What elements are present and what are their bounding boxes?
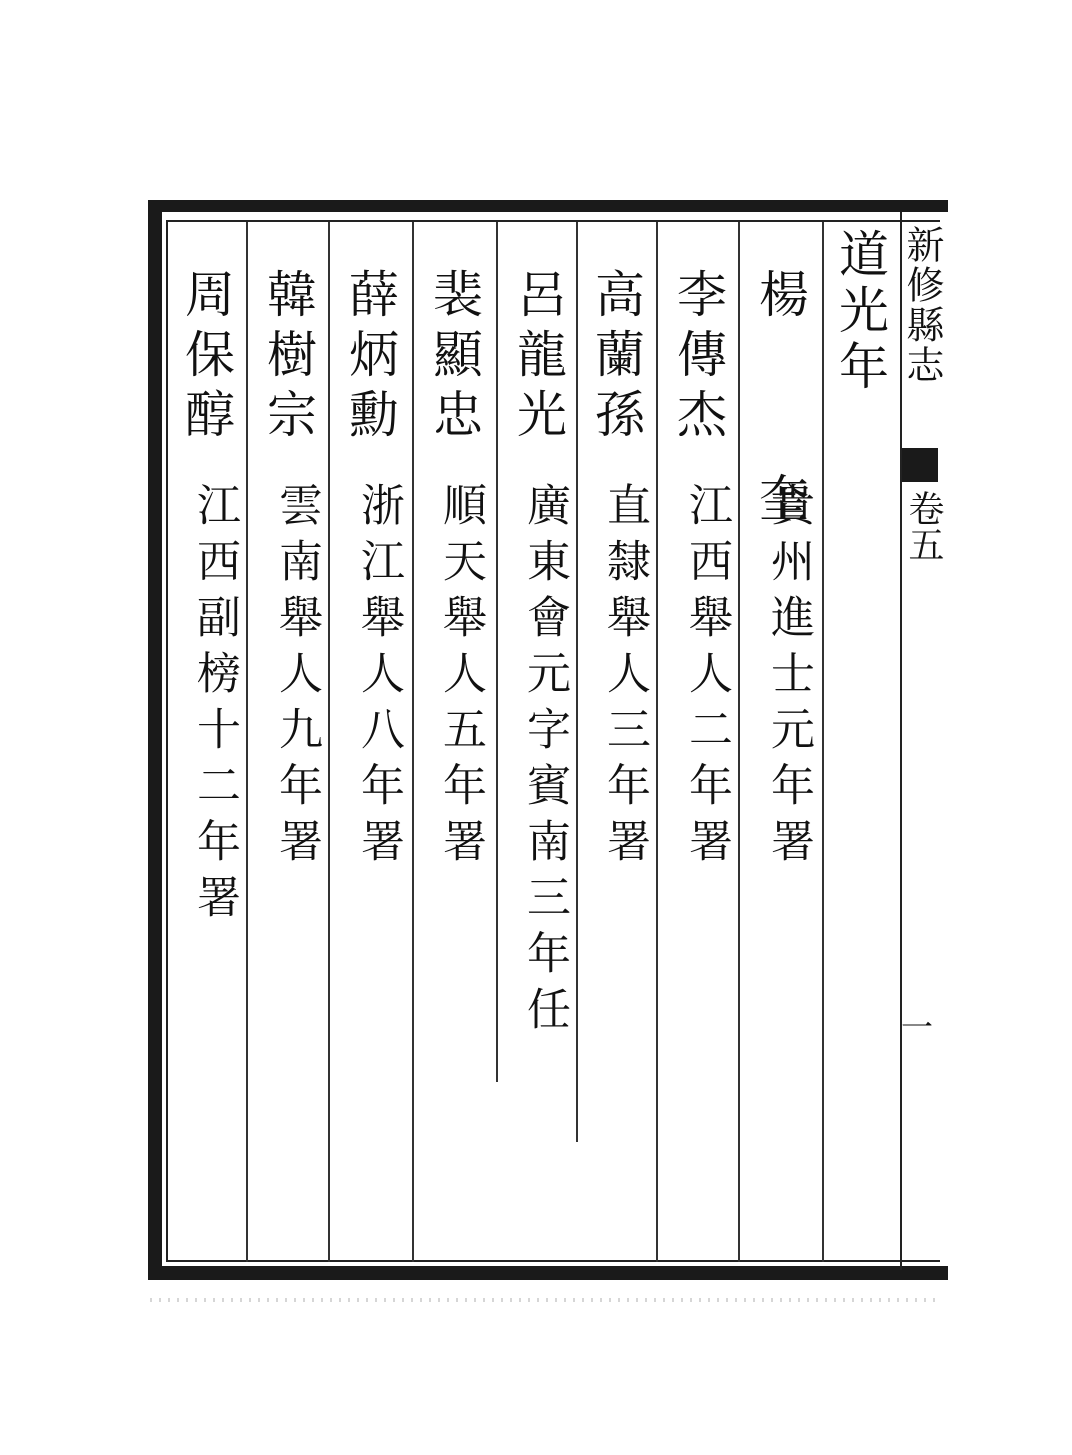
official-name: 楊 奎 [751,268,809,570]
era-heading: 道光年 [831,228,889,396]
column-rule [738,222,740,1262]
banxin-juan-label: 卷五 [903,490,944,562]
column-rule [412,222,414,1262]
official-note: 順天舉人五年署 [435,482,486,874]
column-rule [496,222,498,1082]
official-note: 江西舉人二年署 [681,482,732,874]
official-name: 呂龍光 [509,268,567,448]
column-rule [576,222,578,1142]
column-rule [822,222,824,1262]
official-note: 浙江舉人八年署 [353,482,404,874]
column-rule [656,222,658,1262]
official-name: 裴顯忠 [425,268,483,448]
official-note: 廣東會元字賓南三年任 [519,482,570,1042]
scan-noise [150,1298,940,1302]
official-name: 韓樹宗 [259,268,317,448]
official-note: 貴州進士元年署 [763,482,814,874]
column-rule [246,222,248,1262]
official-name: 薛炳勳 [341,268,399,448]
official-name: 周保醇 [177,268,235,448]
banxin-page-number: 一 [896,1010,934,1042]
banxin-title: 新修縣志 [900,225,944,385]
column-rule [328,222,330,1262]
official-note: 江西副榜十二年署 [189,482,240,930]
official-name: 高蘭孫 [587,268,645,448]
official-name: 李傳杰 [669,268,727,448]
official-note: 直隸舉人三年署 [599,482,650,874]
fish-tail-mark [902,448,938,482]
official-note: 雲南舉人九年署 [271,482,322,874]
